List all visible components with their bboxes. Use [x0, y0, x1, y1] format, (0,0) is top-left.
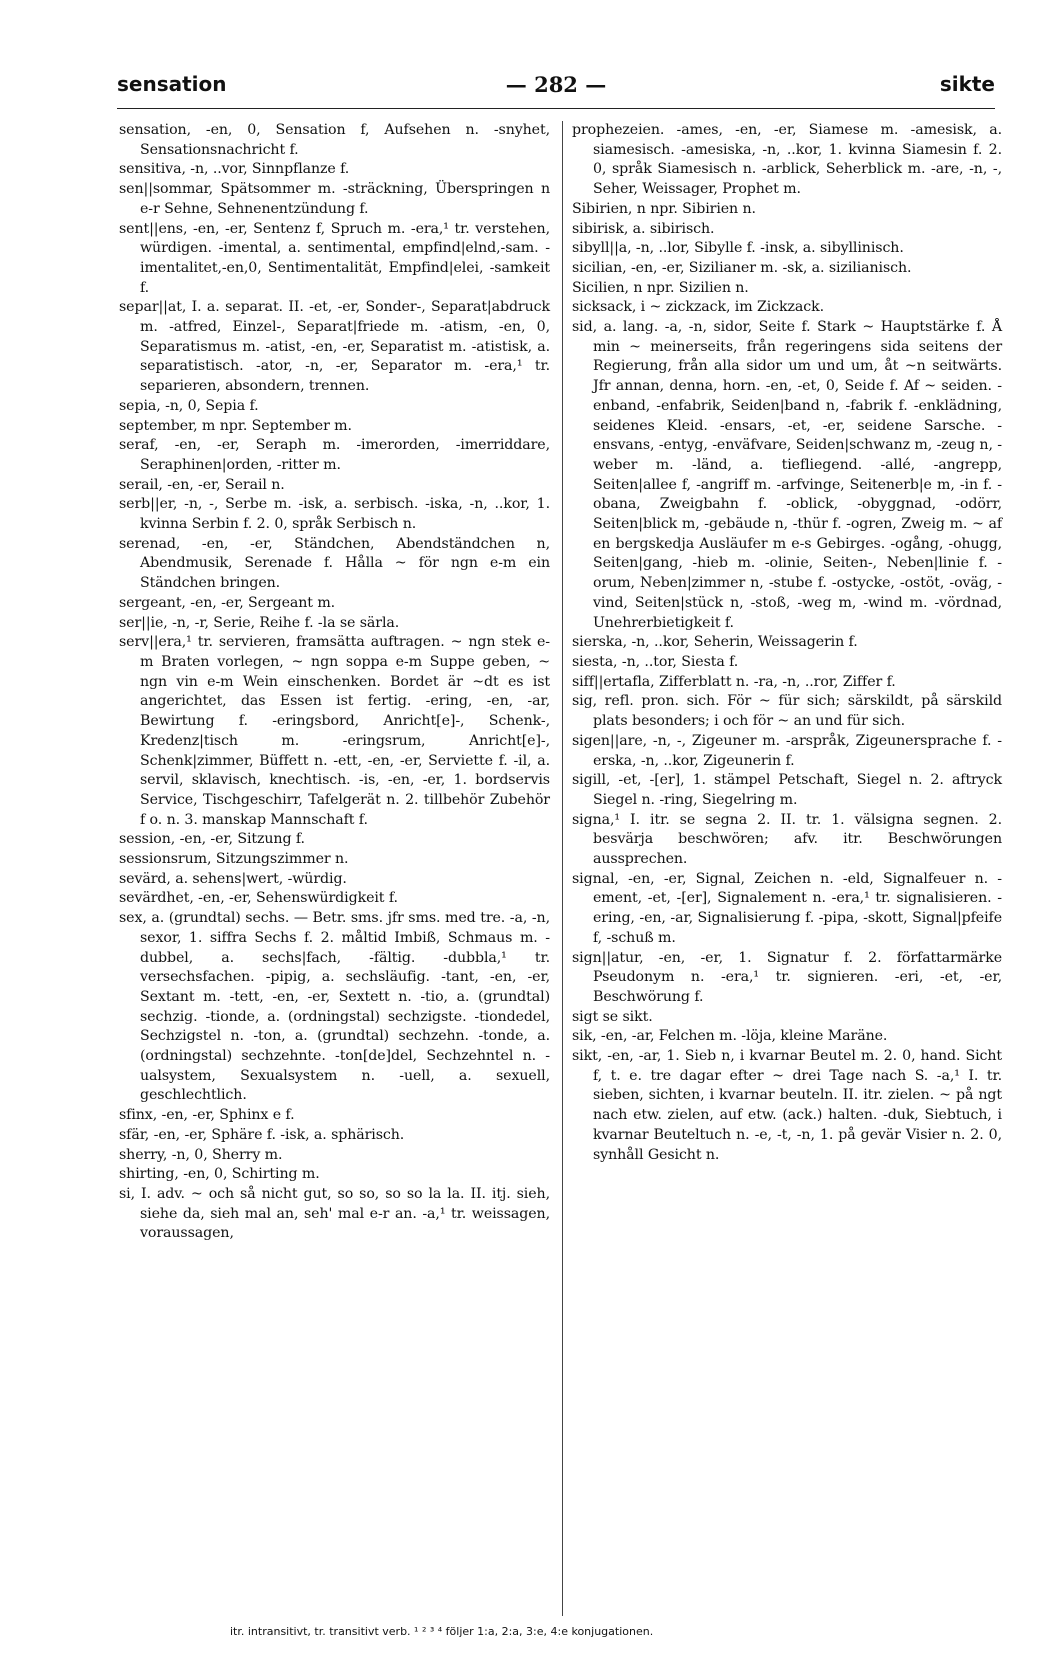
dictionary-entry: sensation, -en, 0, Sensation f, Aufsehen n. -snyhet, Sensationsnachricht f.	[119, 122, 550, 158]
dictionary-entry: sessionsrum, Sitzungszimmer n.	[119, 851, 349, 868]
dictionary-entry: sergeant, -en, -er, Sergeant m.	[119, 594, 336, 611]
dictionary-entry: sicilian, -en, -er, Sizilianer m. -sk, a. sizilianisch.	[572, 259, 912, 276]
dictionary-entry: seraf, -en, -er, Seraph m. -imerorden, -imerriddare, Seraphinen|orden, -ritter m.	[119, 437, 550, 473]
left-column	[119, 121, 550, 1244]
page-header	[117, 72, 995, 106]
header-right-guide-word: sikte	[939, 72, 995, 96]
header-left-guide-word: sensation	[117, 72, 227, 96]
dictionary-entry: sig, refl. pron. sich. För ~ für sich; särskildt, på särskild plats besonders; i och för ~ an und für sich.	[572, 693, 1002, 730]
dictionary-entry: sensitiva, -n, ..vor, Sinnpflanze f.	[119, 161, 350, 178]
dictionary-entry: sierska, -n, ..kor, Seherin, Weissagerin f.	[572, 634, 858, 651]
dictionary-entry: si, I. adv. ~ och så nicht gut, so so, so so la la. II. itj. sieh, siehe da, sieh mal an, seh' mal e-r an. -a,¹ tr. weissagen, voraussagen,	[119, 1185, 550, 1242]
dictionary-entry: serb||er, -n, -, Serbe m. -isk, a. serbisch. -iska, -n, ..kor, 1. kvinna Serbin f. 2. 0, språk Serbisch n.	[119, 496, 550, 533]
dictionary-entry: signal, -en, -er, Signal, Zeichen n. -eld, Signalfeuer n. -ement, -et, -[er], Signalement n. -era,¹ tr. signalisieren. -ering, -en, -ar, Signalisierung f. -pipa, -skott, Signal|pfeife f, -schuß m.	[572, 870, 1002, 946]
dictionary-entry: separ||at, I. a. separat. II. -et, -er, Sonder-, Separat|abdruck m. -atfred, Einzel-, Separat|friede m. -atism, -en, 0, Separatismus m. -atist, -en, -er, Separatist m. -atistisk, a. separatistisch. -ator, -n, -er, Separator m. -era,¹ tr. separieren, absondern, trennen.	[119, 299, 550, 395]
dictionary-entry: sibirisk, a. sibirisch.	[572, 220, 715, 237]
dictionary-entry: ser||ie, -n, -r, Serie, Reihe f. -la se särla.	[119, 614, 400, 631]
right-column	[572, 121, 1002, 1165]
dictionary-entry: sex, a. (grundtal) sechs. — Betr. sms. jfr sms. med tre. -a, -n, sexor, 1. siffra Sechs f. 2. måltid Imbiß, Schmaus m. -dubbel, a. sechs|fach, -fältig. -dubbla,¹ tr. versechsfachen. -pipig, a. sechsläufig. -tant, -en, -er, Sextant m. -tett, -en, -er, Sextett n. -tio, a. (grundtal) sechzig. -tionde, a. (ordningstal) sechzigste. -tiondedel, Sechzigstel n. -ton, a. (grundtal) sechzehn. -tonde, a. (ordningstal) sechzehnte. -ton[de]del, Sechzehntel n. -ualsystem, Sexualsystem n. -uell, a. sexuell, geschlechtlich.	[119, 910, 550, 1104]
dictionary-entry: sibyll||a, -n, ..lor, Sibylle f. -insk, a. sibyllinisch.	[572, 240, 904, 257]
dictionary-entry: sherry, -n, 0, Sherry m.	[119, 1146, 283, 1163]
dictionary-entry: prophezeien. -ames, -en, -er, Siamese m. -amesisk, a. siamesisch. -amesiska, -n, ..kor, 1. kvinna Siamesin f. 2. 0, språk Siamesisch n. -arblick, Seherblick m. -are, -n, -, Seher, Weissager, Prophet m.	[572, 122, 1002, 198]
dictionary-entry: sent||ens, -en, -er, Sentenz f, Spruch m. -era,¹ tr. verstehen, würdigen. -imental, a. sentimental, empfind|elnd,-sam. -imentalitet,-en,0, Sentimentalität, Empfind|elei, -samkeit f.	[119, 220, 550, 296]
page-footer-legend: itr. intransitivt, tr. transitivt verb. ¹ ² ³ ⁴ följer 1:a, 2:a, 3:e, 4:e konjugationen.	[230, 1625, 654, 1638]
dictionary-entry: shirting, -en, 0, Schirting m.	[119, 1166, 320, 1183]
dictionary-entry: sfär, -en, -er, Sphäre f. -isk, a. sphärisch.	[119, 1126, 405, 1143]
dictionary-entry: sen||sommar, Spätsommer m. -sträckning, Überspringen n e-r Sehne, Sehnenentzündung f.	[119, 181, 550, 217]
dictionary-entry: september, m npr. September m.	[119, 417, 352, 434]
dictionary-entry: sik, -en, -ar, Felchen m. -löja, kleine Maräne.	[572, 1028, 888, 1045]
dictionary-entry: Sicilien, n npr. Sizilien n.	[572, 279, 749, 296]
dictionary-entry: sevärdhet, -en, -er, Sehenswürdigkeit f.	[119, 890, 398, 907]
dictionary-entry: serail, -en, -er, Serail n.	[119, 476, 285, 493]
header-rule	[117, 108, 995, 109]
dictionary-entry: Sibirien, n npr. Sibirien n.	[572, 200, 756, 217]
page-number: — 282 —	[505, 72, 607, 97]
column-divider	[562, 121, 563, 1616]
dictionary-entry: sigt se sikt.	[572, 1008, 653, 1025]
dictionary-entry: serv||era,¹ tr. servieren, framsätta auftragen. ~ ngn stek e-m Braten vorlegen, ~ ngn soppa e-m Suppe geben, ~ ngn vin e-m Wein einschenken. Bordet är ~dt es ist angerichtet, das Essen ist fertig. -ering, -en, -ar, Bewirtung f. -eringsbord, Anricht[e]-, Schenk-, Kredenz|tisch m. -eringsrum, Anricht[e]-, Schenk|zimmer, Büffett n. -ett, -en, -er, Serviette f. -il, a. servil, sklavisch, knechtisch. -is, -en, -er, 1. bordservis Service, Tischgeschirr, Tafelgerät n. 2. tillbehör Zubehör f o. n. 3. manskap Mannschaft f.	[119, 634, 550, 828]
dictionary-entry: sicksack, i ~ zickzack, im Zickzack.	[572, 299, 824, 316]
dictionary-entry: sid, a. lang. -a, -n, sidor, Seite f. Stark ~ Hauptstärke f. Å min ~ meinerseits, från regeringens sida seitens der Regierung, från alla sidor um und um, åt ~n seitwärts. Jfr annan, denna, horn. -en, -et, 0, Seide f. Af ~ seiden. -enband, -enfabrik, Seiden|band n, -fabrik f. -enklädning, seidenes Kleid. -ensars, -et, -er, seidene Sarsche. -ensvans, -entyg, -enväfvare, Seiden|schwanz m, -zeug n, -weber m. -länd, a. tiefliegend. -allé, -angrepp, Seiten|allee f, -angriff m. -arfvinge, Seitenerb|e m, -in f. -obana, Zweigbahn f. -oblick, -obyggnad, -odörr, Seiten|blick m, -gebäude n, -thür f. -ogren, Zweig m. ~ af en bergskedja Ausläufer m e-s Gebirges. -ogång, -ohugg, Seiten|gang, -hieb m. -olinie, Seiten-, Neben|linie f. -orum, Neben|zimmer n, -stube f. -ostycke, -ostöt, -oväg, -vind, Seiten|stück n, -stoß, -weg m, -wind m. -vördnad, Unehrerbietigkeit f.	[572, 319, 1002, 631]
dictionary-entry: sevärd, a. sehens|wert, -würdig.	[119, 870, 347, 887]
dictionary-entry: sfinx, -en, -er, Sphinx e f.	[119, 1107, 295, 1124]
dictionary-entry: session, -en, -er, Sitzung f.	[119, 831, 305, 848]
dictionary-entry: sikt, -en, -ar, 1. Sieb n, i kvarnar Beutel m. 2. 0, hand. Sicht f, t. e. tre dagar efter ~ drei Tage nach S. -a,¹ I. tr. sieben, sichten, i kvarnar beuteln. II. itr. zielen. ~ på ngt nach etw. zielen, auf etw. (ack.) halten. -duk, Siebtuch, i kvarnar Beuteltuch n. -e, -t, -n, 1. på gevär Visier n. 2. 0, synhåll Gesicht n.	[572, 1048, 1002, 1163]
dictionary-entry: signa,¹ I. itr. se segna 2. II. tr. 1. välsigna segnen. 2. besvärja beschwören; afv. itr. Beschwörungen aussprechen.	[572, 811, 1002, 868]
dictionary-entry: siff||ertafla, Zifferblatt n. -ra, -n, ..ror, Ziffer f.	[572, 673, 896, 690]
dictionary-entry: serenad, -en, -er, Ständchen, Abendständchen n, Abendmusik, Serenade f. Hålla ~ för ngn e-m ein Ständchen bringen.	[119, 535, 550, 592]
dictionary-entry: sigill, -et, -[er], 1. stämpel Petschaft, Siegel n. 2. aftryck Siegel n. -ring, Siegelring m.	[572, 772, 1002, 808]
dictionary-entry: sepia, -n, 0, Sepia f.	[119, 397, 259, 414]
dictionary-entry: sigen||are, -n, -, Zigeuner m. -arspråk, Zigeunersprache f. -erska, -n, ..kor, Zigeunerin f.	[572, 732, 1002, 769]
dictionary-entry: sign||atur, -en, -er, 1. Signatur f. 2. författarmärke Pseudonym n. -era,¹ tr. signieren. -eri, -et, -er, Beschwörung f.	[572, 949, 1002, 1005]
dictionary-entry: siesta, -n, ..tor, Siesta f.	[572, 653, 739, 670]
